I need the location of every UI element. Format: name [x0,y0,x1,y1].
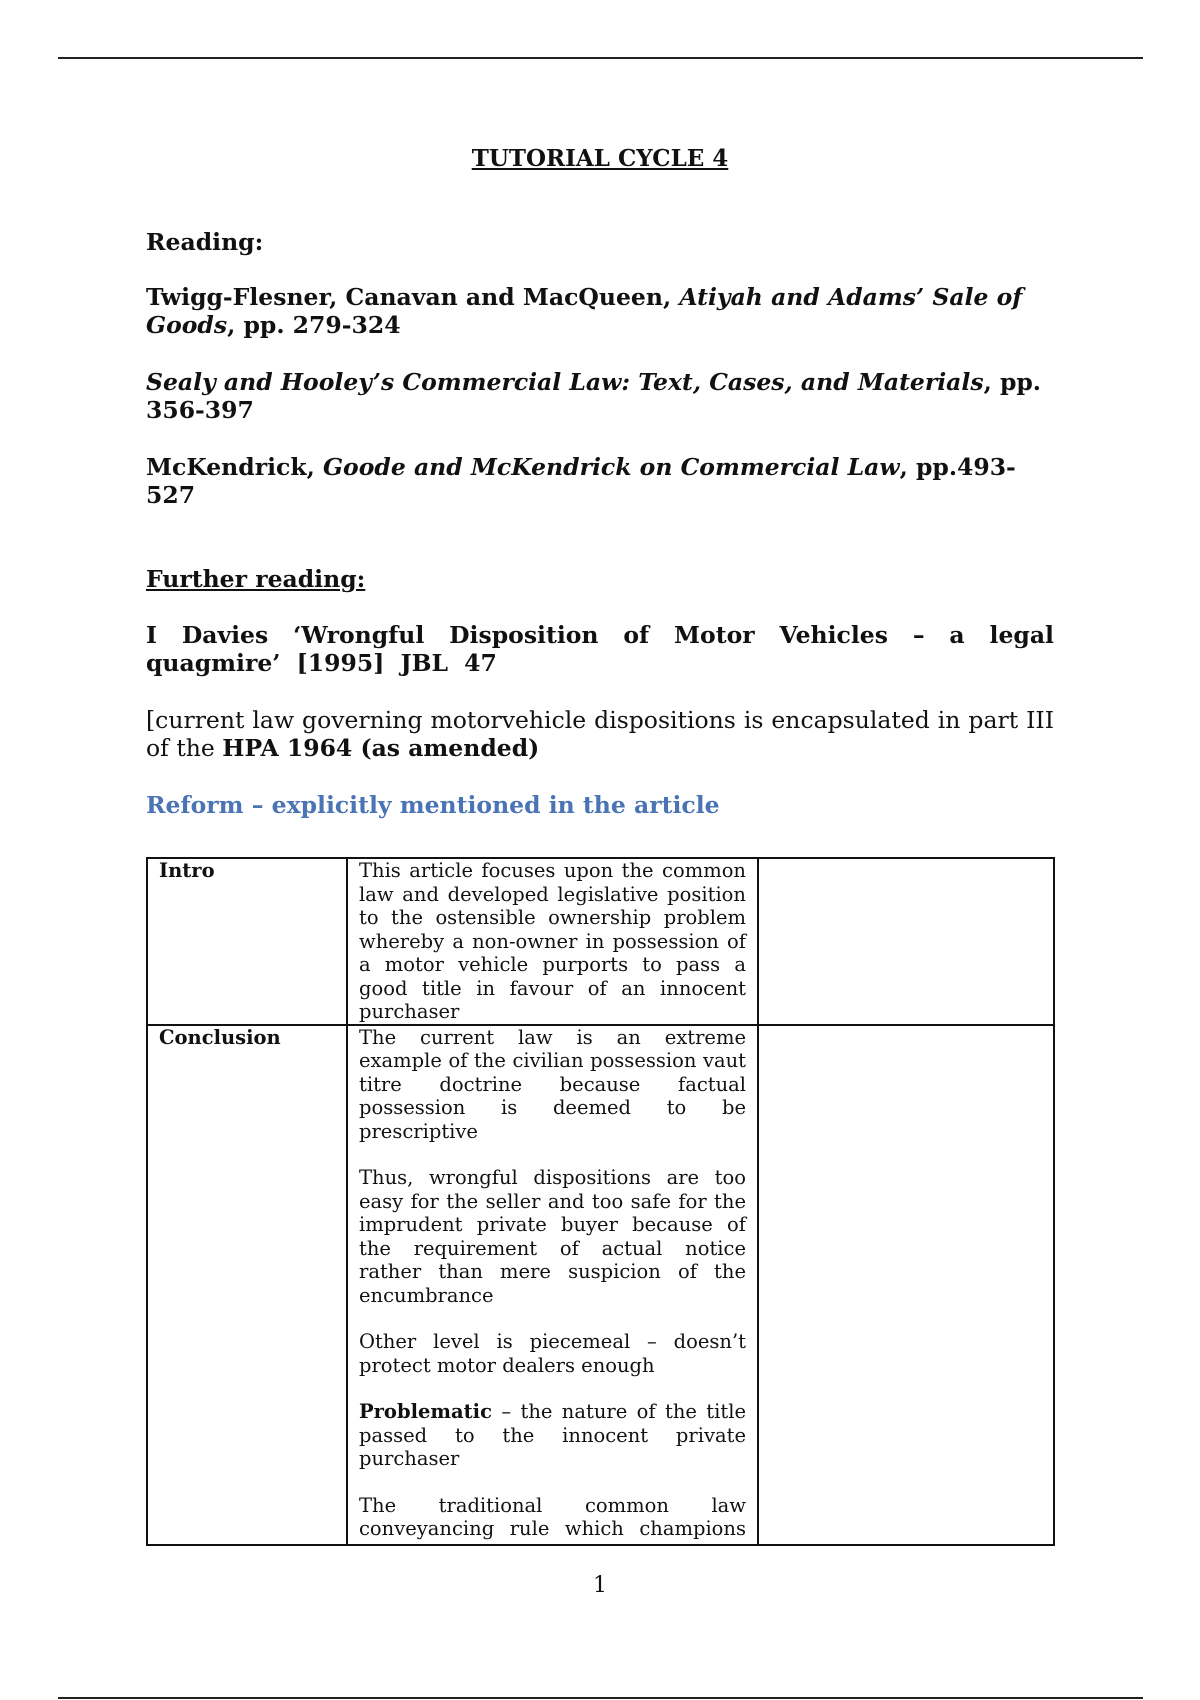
conclusion-paragraph-4: Problematic – the nature of the title passed to the innocent private purchaser [359,1400,746,1470]
intro-paragraph: This article focuses upon the common law and developed legislative position to the ostensible ownership problem whereby a non-owner in possession of a motor vehicle purports to pass a good title in favour of an innocent purchaser [359,859,746,1023]
row-notes-intro [758,858,1054,1025]
reading-item-3-pages: , pp.493-527 [146,453,1016,509]
conclusion-paragraph-2: Thus, wrongful dispositions are too easy for the seller and too safe for the imprudent private buyer because of the requirement of actual notice rather than mere suspicion of the encumbrance [359,1166,746,1307]
reading-item-1-pages: , pp. 279-324 [227,311,401,339]
reading-item-2 [146,368,1051,424]
reform-heading: Reform – explicitly mentioned in the article [146,791,720,819]
reading-item-1 [146,283,1051,339]
table-row-intro [147,858,1054,1025]
reading-item-3-title: Goode and McKendrick on Commercial Law [322,453,900,481]
row-label-conclusion: Conclusion [147,1025,347,1545]
reading-item-1-authors: Twigg-Flesner, Canavan and MacQueen, [146,283,680,311]
page-number: 1 [593,1573,607,1598]
conclusion-paragraph-1: The current law is an extreme example of the civilian possession vaut titre doctrine because factual possession is deemed to be prescriptive [359,1025,746,1143]
note-act: HPA 1964 (as amended) [222,734,540,762]
reading-item-3-authors: McKendrick, [146,453,323,481]
page-title: TUTORIAL CYCLE 4 [471,145,729,172]
footer-rule [58,1697,1143,1699]
row-label-intro: Intro [147,858,347,1025]
row-content-intro [347,858,758,1025]
reading-item-2-pages: , pp. 356-397 [146,368,1041,424]
reading-item-3 [146,453,1051,509]
note-text: [current law governing motorvehicle dispositions is encapsulated in part III of the [146,706,1054,762]
article-review-table [146,857,1055,1546]
conclusion-paragraph-3: Other level is piecemeal – doesn’t protect motor dealers enough [359,1330,746,1377]
header-rule [58,57,1143,59]
further-reading-article: I Davies ‘Wrongful Disposition of Motor Vehicles – a legal quagmire’ [1995] JBL 47 [146,621,1054,677]
reading-section [146,228,1054,819]
row-content-conclusion [347,1025,758,1545]
problematic-label: Problematic [359,1400,492,1423]
table-row-conclusion [147,1025,1054,1545]
reading-heading: Reading: [146,228,264,256]
further-reading-note [146,706,1054,762]
reading-item-1-title: Atiyah and Adams’ Sale of Goods [146,283,1023,339]
further-reading-heading: Further reading: [146,565,366,593]
conclusion-paragraph-5: The traditional common law conveyancing rule which champions [359,1493,746,1540]
row-notes-conclusion [758,1025,1054,1545]
reading-item-2-title: Sealy and Hooley’s Commercial Law: Text, Cases, and Materials [146,368,984,396]
